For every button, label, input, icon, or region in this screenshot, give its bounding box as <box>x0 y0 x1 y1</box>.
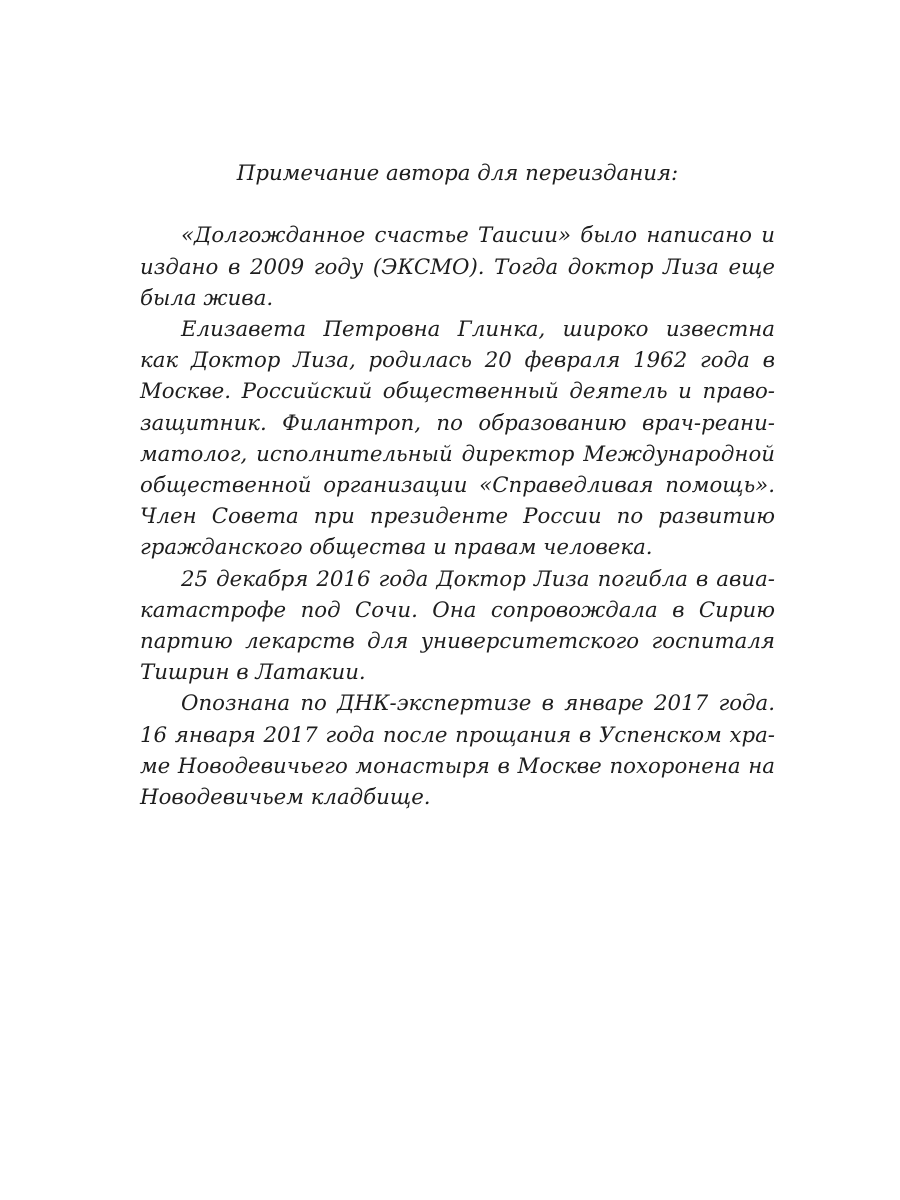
paragraph-crash: 25 декабря 2016 года Доктор Лиза погибла в авиакатастрофе под Сочи. Она сопровождала в Сирию партию лекарств для университетского госпиталя Тишрин в Латакии. <box>140 566 775 686</box>
paragraph-first-edition: «Долгожданное счастье Таисии» было написано и издано в 2009 году (ЭКСМО). Тогда доктор Лиза еще была жива. <box>140 223 775 311</box>
page-text-block <box>140 158 775 813</box>
paragraph-biography: Елизавета Петровна Глинка, широко известна как Доктор Лиза, родилась 20 февраля 1962 года в Москве. Российский общественный деятель и правозащитник. Филантроп, по образованию врач-реаниматолог, исполнительный директор Международной общественной организации «Справедливая помощь». Член Совета при президенте России по развитию гражданского общества и правам человека. <box>140 317 775 561</box>
paragraph-burial: Опознана по ДНК-экспертизе в январе 2017 года. 16 января 2017 года после прощания в Успенском храме Новодевичьего монастыря в Москве похоронена на Новодевичьем кладбище. <box>140 691 775 811</box>
author-note-heading: Примечание автора для переиздания: <box>236 161 679 186</box>
